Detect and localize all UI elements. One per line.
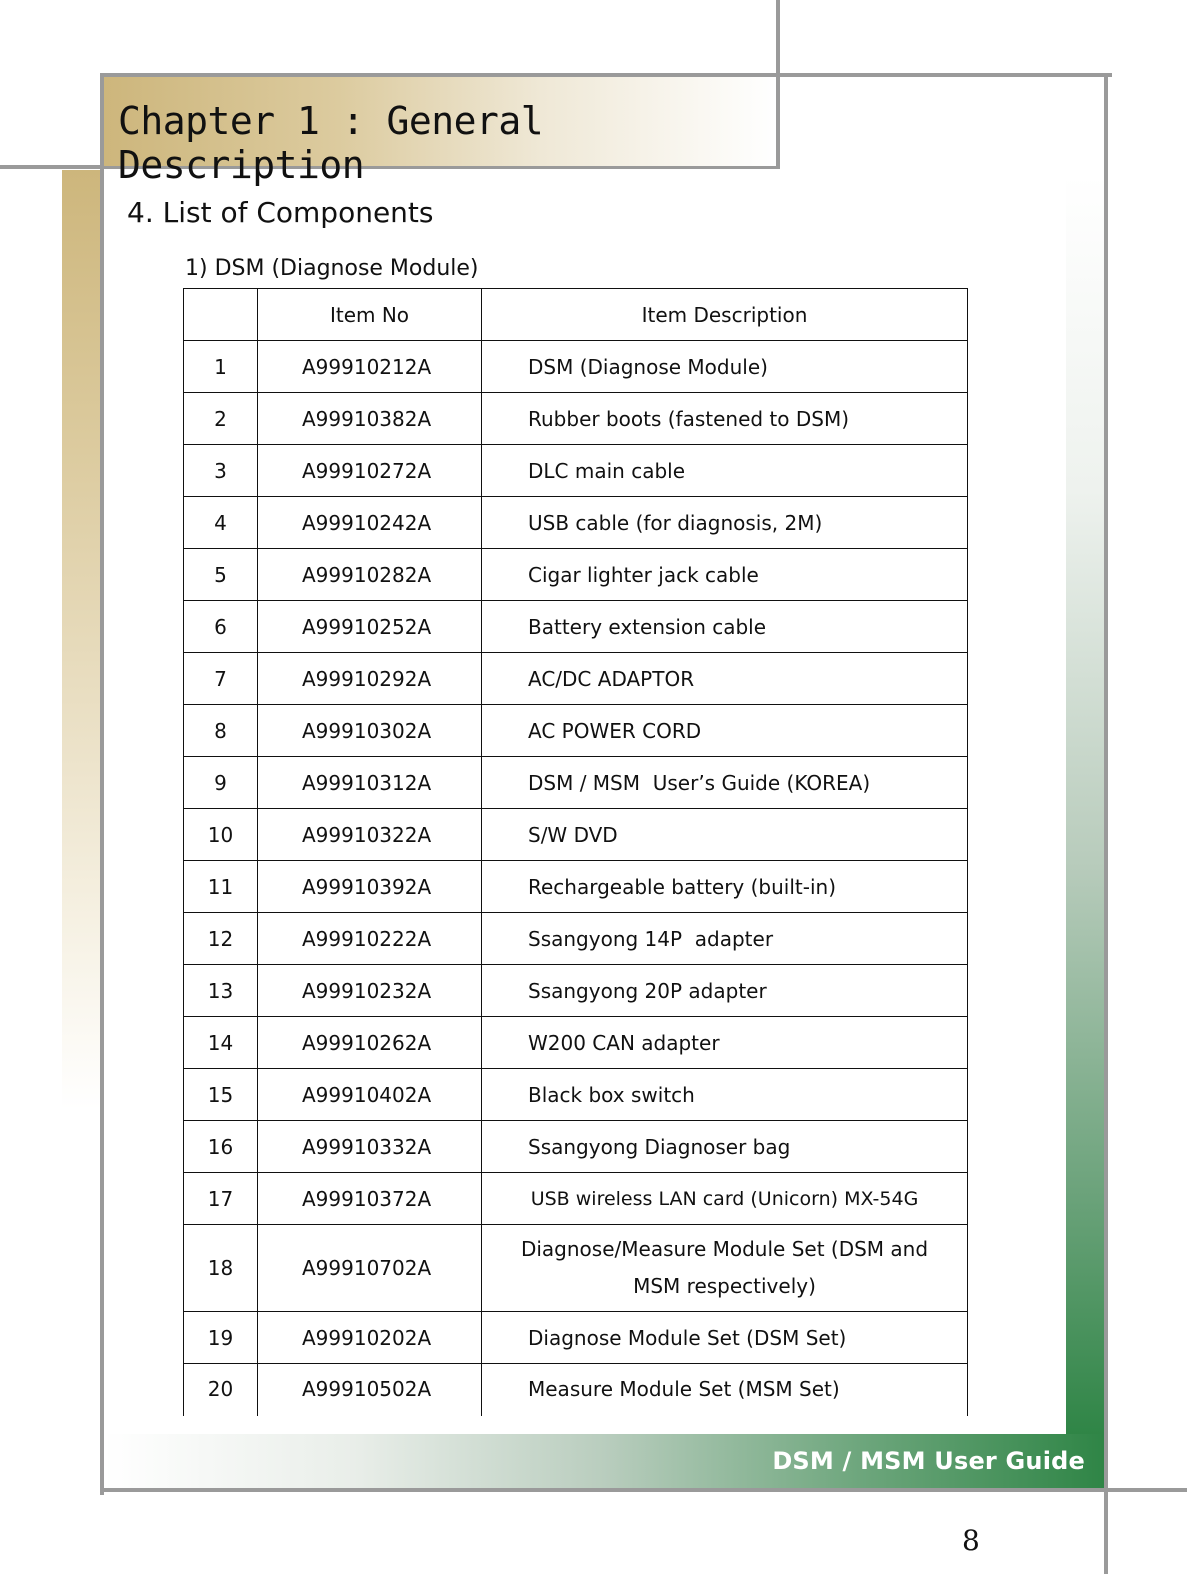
- table-row: [184, 1121, 968, 1173]
- item-no: A99910222A: [258, 913, 482, 965]
- subsection-title: 1) DSM (Diagnose Module): [185, 256, 479, 281]
- item-no: A99910262A: [258, 1017, 482, 1069]
- item-no: A99910392A: [258, 861, 482, 913]
- item-description: Ssangyong 20P adapter: [482, 965, 968, 1017]
- table-row: [184, 1225, 968, 1312]
- row-number: 20: [184, 1364, 258, 1417]
- frame-line: [1104, 73, 1108, 1574]
- item-description: Ssangyong Diagnoser bag: [482, 1121, 968, 1173]
- item-no: A99910312A: [258, 757, 482, 809]
- row-number: 6: [184, 601, 258, 653]
- item-no: A99910332A: [258, 1121, 482, 1173]
- item-description: Measure Module Set (MSM Set): [482, 1364, 968, 1417]
- frame-line: [100, 1488, 1187, 1492]
- item-description: S/W DVD: [482, 809, 968, 861]
- row-number: 12: [184, 913, 258, 965]
- item-no: A99910212A: [258, 341, 482, 393]
- item-description: Black box switch: [482, 1069, 968, 1121]
- row-number: 16: [184, 1121, 258, 1173]
- table-header-cell: [184, 289, 258, 341]
- item-no: A99910272A: [258, 445, 482, 497]
- item-description: USB cable (for diagnosis, 2M): [482, 497, 968, 549]
- item-description: Rechargeable battery (built-in): [482, 861, 968, 913]
- footer-guide-title: DSM / MSM User Guide: [772, 1447, 1085, 1475]
- item-description: Rubber boots (fastened to DSM): [482, 393, 968, 445]
- item-description: Diagnose Module Set (DSM Set): [482, 1312, 968, 1364]
- right-decor-band: [1066, 175, 1104, 1435]
- row-number: 18: [184, 1225, 258, 1312]
- row-number: 11: [184, 861, 258, 913]
- table-row: [184, 705, 968, 757]
- table-row: [184, 809, 968, 861]
- item-no: A99910242A: [258, 497, 482, 549]
- table-row: [184, 601, 968, 653]
- item-no: A99910702A: [258, 1225, 482, 1312]
- row-number: 15: [184, 1069, 258, 1121]
- table-row: [184, 1364, 968, 1417]
- row-number: 19: [184, 1312, 258, 1364]
- item-description: Ssangyong 14P adapter: [482, 913, 968, 965]
- table-row: [184, 757, 968, 809]
- table-row: [184, 341, 968, 393]
- table-header-cell: Item No: [258, 289, 482, 341]
- components-table: [183, 288, 968, 1416]
- left-decor-band: [62, 170, 104, 1110]
- row-number: 8: [184, 705, 258, 757]
- row-number: 9: [184, 757, 258, 809]
- row-number: 13: [184, 965, 258, 1017]
- table-row: [184, 861, 968, 913]
- item-no: A99910382A: [258, 393, 482, 445]
- chapter-title: Chapter 1 : General Description: [118, 99, 544, 187]
- row-number: 14: [184, 1017, 258, 1069]
- table-row: [184, 1017, 968, 1069]
- item-description: W200 CAN adapter: [482, 1017, 968, 1069]
- row-number: 7: [184, 653, 258, 705]
- table-row: [184, 393, 968, 445]
- table-row: [184, 653, 968, 705]
- table-row: [184, 1312, 968, 1364]
- item-no: A99910372A: [258, 1173, 482, 1225]
- row-number: 4: [184, 497, 258, 549]
- table-row: [184, 445, 968, 497]
- table-row: [184, 1069, 968, 1121]
- item-description: USB wireless LAN card (Unicorn) MX-54G: [482, 1173, 968, 1225]
- item-description: AC/DC ADAPTOR: [482, 653, 968, 705]
- page-number: 8: [962, 1524, 980, 1557]
- frame-line: [776, 0, 780, 168]
- table-row: [184, 497, 968, 549]
- item-no: A99910252A: [258, 601, 482, 653]
- item-description: DLC main cable: [482, 445, 968, 497]
- row-number: 5: [184, 549, 258, 601]
- table-row: [184, 965, 968, 1017]
- table-row: [184, 913, 968, 965]
- section-title: 4. List of Components: [127, 196, 434, 229]
- chapter-header: [104, 77, 776, 187]
- item-no: A99910232A: [258, 965, 482, 1017]
- item-description: DSM (Diagnose Module): [482, 341, 968, 393]
- item-no: A99910502A: [258, 1364, 482, 1417]
- item-no: A99910282A: [258, 549, 482, 601]
- item-description: Battery extension cable: [482, 601, 968, 653]
- row-number: 2: [184, 393, 258, 445]
- item-description: Diagnose/Measure Module Set (DSM and MSM respectively): [482, 1225, 968, 1312]
- item-no: A99910202A: [258, 1312, 482, 1364]
- frame-line: [100, 73, 104, 1495]
- item-description: AC POWER CORD: [482, 705, 968, 757]
- item-no: A99910402A: [258, 1069, 482, 1121]
- table-row: [184, 549, 968, 601]
- item-description: Cigar lighter jack cable: [482, 549, 968, 601]
- table-header-cell: Item Description: [482, 289, 968, 341]
- row-number: 3: [184, 445, 258, 497]
- table-row: [184, 1173, 968, 1225]
- item-description: DSM / MSM User’s Guide (KOREA): [482, 757, 968, 809]
- item-no: A99910292A: [258, 653, 482, 705]
- item-no: A99910322A: [258, 809, 482, 861]
- item-no: A99910302A: [258, 705, 482, 757]
- row-number: 10: [184, 809, 258, 861]
- row-number: 1: [184, 341, 258, 393]
- table-header-row: [184, 289, 968, 341]
- row-number: 17: [184, 1173, 258, 1225]
